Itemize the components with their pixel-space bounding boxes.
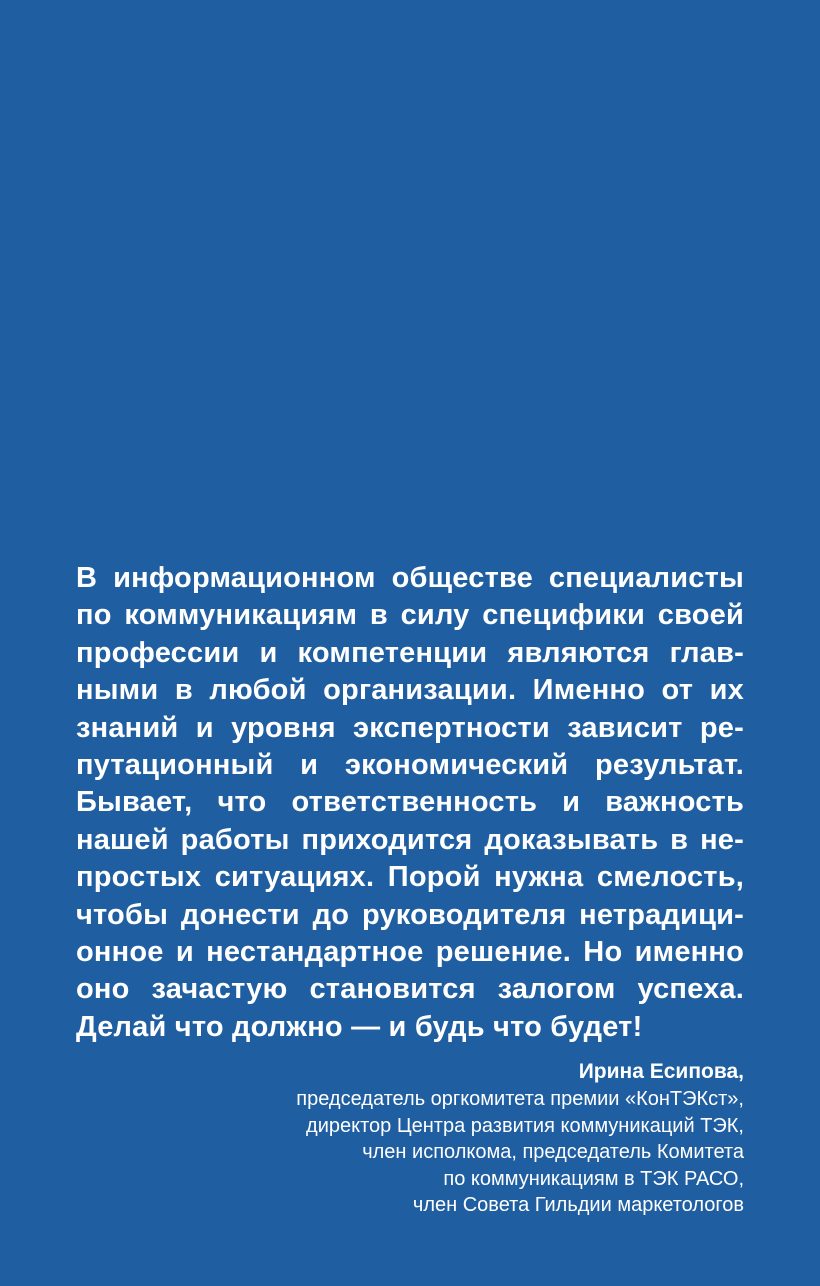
quote-line: чтобы донести до руководителя нетрадици-: [76, 898, 744, 931]
quote-line: профессии и компетенции являются глав-: [76, 636, 744, 669]
quote-block: [76, 560, 744, 1046]
quote-line: знаний и уровня экспертности зависит ре-: [76, 711, 744, 744]
quote-line: онное и нестандартное решение. Но именно: [76, 935, 744, 968]
author-role: член Совета Гильдии маркетологов: [412, 1194, 744, 1217]
attribution: [104, 1058, 744, 1219]
author-name: Ирина Есипова,: [578, 1060, 744, 1083]
quote-line: Бывает, что ответственность и важность: [76, 786, 744, 819]
author-role: председатель оргкомитета премии «КонТЭКст»,: [296, 1088, 744, 1110]
quote-line: В информационном обществе специалисты: [76, 562, 744, 594]
author-role: директор Центра развития коммуникаций ТЭК,: [306, 1114, 744, 1137]
quote-line: путационный и экономический результат.: [76, 748, 744, 781]
quote-line: по коммуникациям в силу специфики своей: [76, 599, 744, 632]
quote-line: нашей работы приходится доказывать в не-: [76, 823, 744, 856]
quote-line: ными в любой организации. Именно от их: [76, 674, 744, 707]
quote-line: простых ситуациях. Порой нужна смелость,: [76, 861, 744, 894]
quote-line: Делай что должно — и будь что будет!: [76, 1010, 643, 1043]
quote-line: оно зачастую становится залогом успеха.: [76, 973, 744, 1006]
author-role: по коммуникациям в ТЭК РАСО,: [443, 1167, 744, 1190]
author-role: член исполкома, председатель Комитета: [362, 1141, 744, 1164]
